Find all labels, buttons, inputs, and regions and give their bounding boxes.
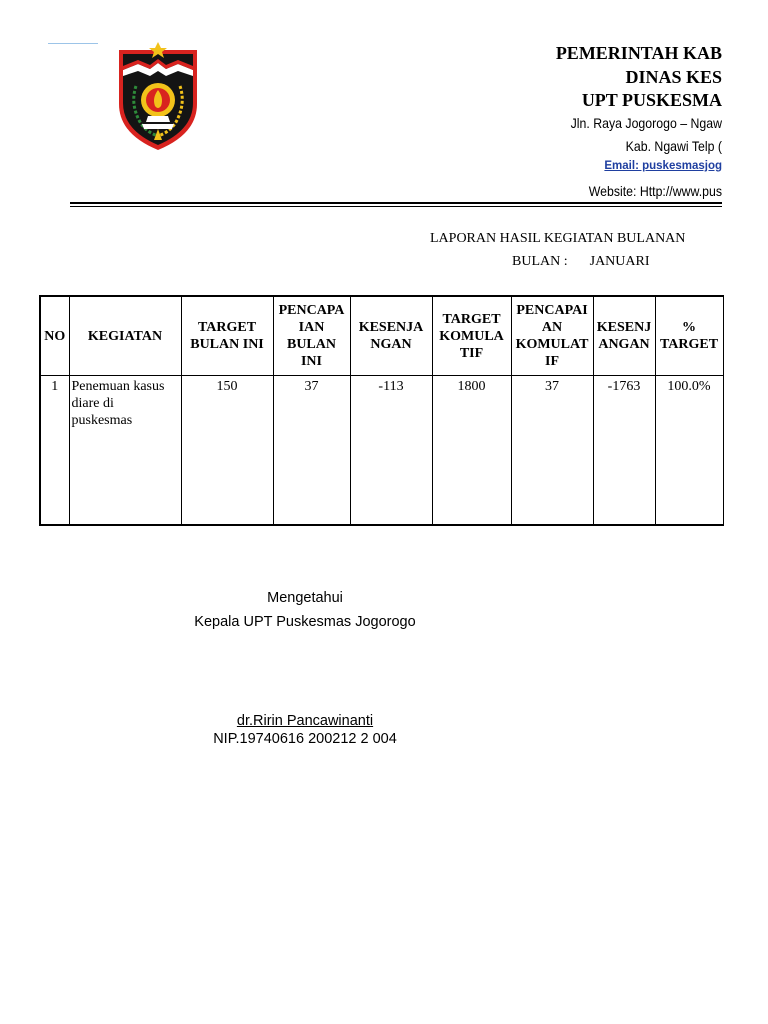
cell-pencapaian-komulatif: 37 (511, 376, 593, 526)
header-target-bulan: TARGET BULAN INI (181, 296, 273, 376)
header-kesenjangan: KESENJA NGAN (350, 296, 432, 376)
table-header-row (40, 296, 723, 376)
letterhead-rule-thick (70, 202, 722, 204)
header-pencapaian-bulan: PENCAPA IAN BULAN INI (273, 296, 350, 376)
report-month (512, 254, 650, 270)
header-target-komulatif: TARGET KOMULA TIF (432, 296, 511, 376)
website-line: Website: Http://www.pus (588, 183, 722, 199)
signature-name: dr.Ririn Pancawinanti (236, 713, 374, 729)
cell-kesenjangan-komulatif: -1763 (593, 376, 655, 526)
corner-mark (48, 43, 98, 44)
letterhead (380, 40, 722, 204)
header-kegiatan: KEGIATAN (69, 296, 181, 376)
signature-position: Kepala UPT Puskesmas Jogorogo (194, 614, 416, 630)
report-title: LAPORAN HASIL KEGIATAN BULANAN (430, 231, 686, 246)
cell-no: 1 (40, 376, 69, 526)
letterhead-line-unit: UPT PUSKESMA (581, 90, 722, 110)
letterhead-address-line2: Kab. Ngawi Telp ( (625, 138, 722, 154)
cell-target-komulatif: 1800 (432, 376, 511, 526)
cell-pencapaian-bulan: 37 (273, 376, 350, 526)
header-persen-target: % TARGET (655, 296, 723, 376)
cell-kesenjangan: -113 (350, 376, 432, 526)
cell-target-bulan: 150 (181, 376, 273, 526)
letterhead-line-government: PEMERINTAH KAB (555, 43, 722, 63)
signature-nip: NIP.19740616 200212 2 004 (213, 731, 397, 747)
month-value: JANUARI (589, 254, 650, 269)
letterhead-line-department: DINAS KES (625, 67, 722, 87)
regional-coat-of-arms-icon (116, 42, 200, 152)
header-kesenjangan-komulatif: KESENJ ANGAN (593, 296, 655, 376)
report-table (39, 295, 724, 526)
header-no: NO (40, 296, 69, 376)
letterhead-rule-thin (70, 206, 722, 207)
header-pencapaian-komulatif: PENCAPAI AN KOMULAT IF (511, 296, 593, 376)
signature-acknowledge: Mengetahui (267, 590, 343, 606)
cell-persen-target: 100.0% (655, 376, 723, 526)
email-link[interactable]: Email: puskesmasjog (604, 160, 722, 172)
month-label: BULAN : (512, 254, 568, 269)
letterhead-address-line1: Jln. Raya Jogorogo – Ngaw (570, 115, 722, 131)
cell-kegiatan: Penemuan kasus diare di puskesmas (69, 376, 181, 526)
table-row (40, 376, 723, 526)
